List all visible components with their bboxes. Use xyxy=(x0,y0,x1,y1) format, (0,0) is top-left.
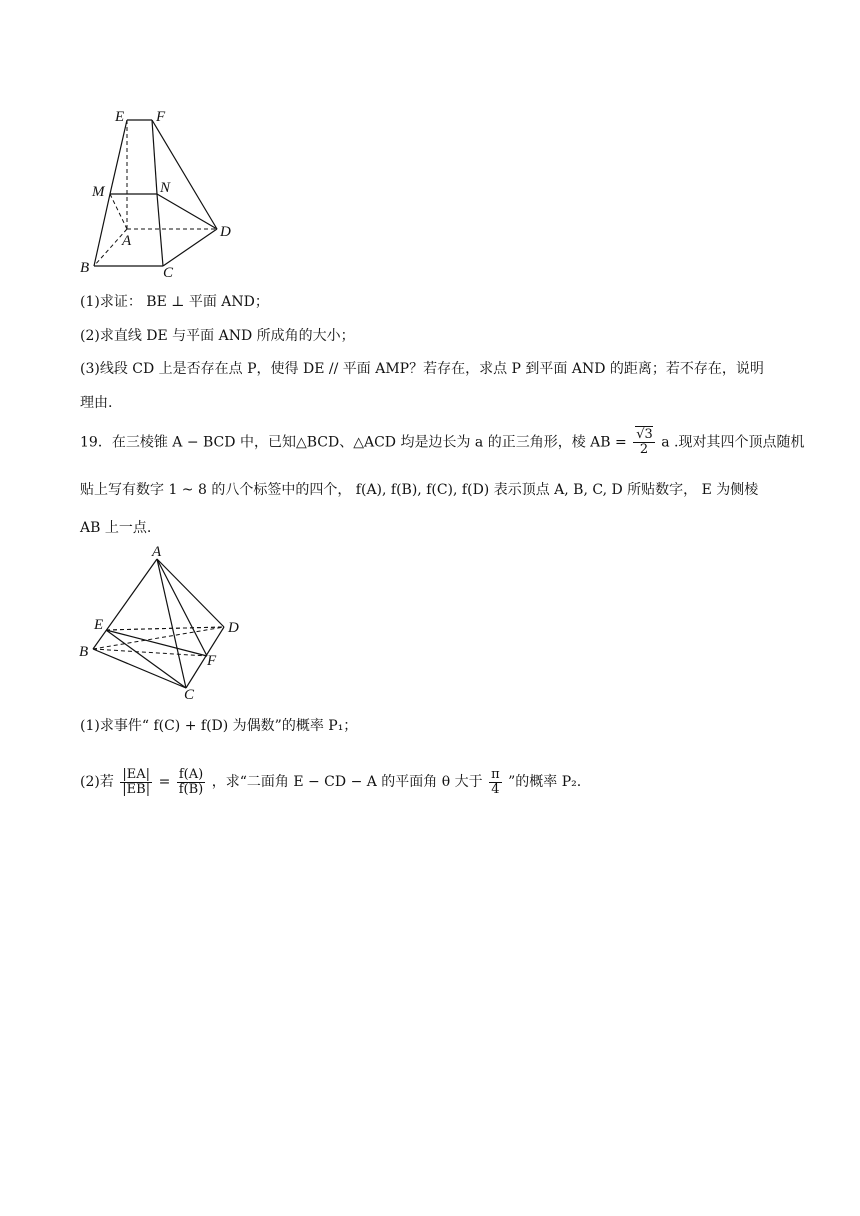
edge-FD xyxy=(152,120,217,229)
label-M: M xyxy=(92,184,105,200)
equals-sign: = xyxy=(158,774,171,790)
frac-numerator: π xyxy=(491,766,500,782)
edge-AF xyxy=(157,559,207,656)
q19-part2-mid: ，求“二面角 E − CD − A 的平面角 θ 大于 xyxy=(211,774,483,790)
q18-part1: (1)求证： BE ⊥ 平面 AND； xyxy=(80,294,269,310)
frac-denominator: |EB| xyxy=(122,781,151,797)
frac-denominator: 4 xyxy=(491,781,500,797)
fraction-EA-over-EB xyxy=(120,768,152,797)
frac-numerator: |EA| xyxy=(120,768,152,783)
frac-denominator: 2 xyxy=(639,442,649,457)
edge-BD-hidden xyxy=(93,627,224,649)
label-F: F xyxy=(156,109,166,125)
label-A: A xyxy=(122,233,132,249)
frac-numerator: √3 xyxy=(636,427,653,442)
edge-ND xyxy=(157,194,217,229)
edge-AD xyxy=(157,559,224,627)
figure-q18-solid xyxy=(74,104,244,284)
figure-q19-tetrahedron xyxy=(76,540,250,704)
label-A: A xyxy=(152,544,162,560)
edge-AC xyxy=(157,559,186,688)
fraction-fA-over-fB xyxy=(177,768,206,797)
q19-line1 xyxy=(80,427,805,457)
edge-EM xyxy=(110,120,127,194)
q19-line3: AB 上一点. xyxy=(80,520,152,536)
q19-line1-post: a .现对其四个顶点随机 xyxy=(661,434,805,451)
edge-CD xyxy=(186,627,224,688)
q18-part3-line2: 理由. xyxy=(80,395,113,411)
label-B: B xyxy=(79,644,89,660)
label-D: D xyxy=(220,224,231,240)
q18-part2: (2)求直线 DE 与平面 AND 所成角的大小； xyxy=(80,328,355,344)
edge-BF-hidden xyxy=(93,649,207,656)
label-C: C xyxy=(184,687,195,703)
frac-numerator: f(A) xyxy=(177,768,206,783)
edge-MA-hidden xyxy=(110,194,127,229)
label-F: F xyxy=(207,653,217,669)
label-D: D xyxy=(228,620,239,636)
q19-part2-post: ”的概率 P₂. xyxy=(508,774,582,790)
q19-part2-pre: (2)若 xyxy=(80,774,114,790)
edge-FN xyxy=(152,120,157,194)
label-E: E xyxy=(115,109,125,125)
fraction-sqrt3-over-2 xyxy=(633,428,655,457)
q19-part1: (1)求事件“ f(C) + f(D) 为偶数”的概率 P₁； xyxy=(80,718,358,734)
frac-denominator: f(B) xyxy=(178,781,204,797)
label-C: C xyxy=(163,265,174,281)
q19-line2: 贴上写有数字 1 ~ 8 的八个标签中的四个， f(A), f(B), f(C), f(D) 表示顶点 A, B, C, D 所贴数字， E 为侧棱 xyxy=(80,482,759,498)
label-N: N xyxy=(160,180,171,196)
edge-NC xyxy=(157,194,163,266)
fraction-pi-over-4 xyxy=(489,768,502,797)
edge-CD xyxy=(163,229,217,266)
label-E: E xyxy=(94,617,104,633)
q19-line1-pre: 19．在三棱锥 A − BCD 中，已知△BCD、△ACD 均是边长为 a 的正三角形，棱 AB = xyxy=(80,434,627,451)
edge-MB xyxy=(94,194,110,266)
edge-EF xyxy=(106,630,207,656)
q19-part2 xyxy=(80,760,785,804)
q18-part3-line1: (3)线段 CD 上是否存在点 P，使得 DE // 平面 AMP？若存在，求点 P 到平面 AND 的距离；若不存在，说明 xyxy=(80,361,764,377)
label-B: B xyxy=(80,260,90,276)
